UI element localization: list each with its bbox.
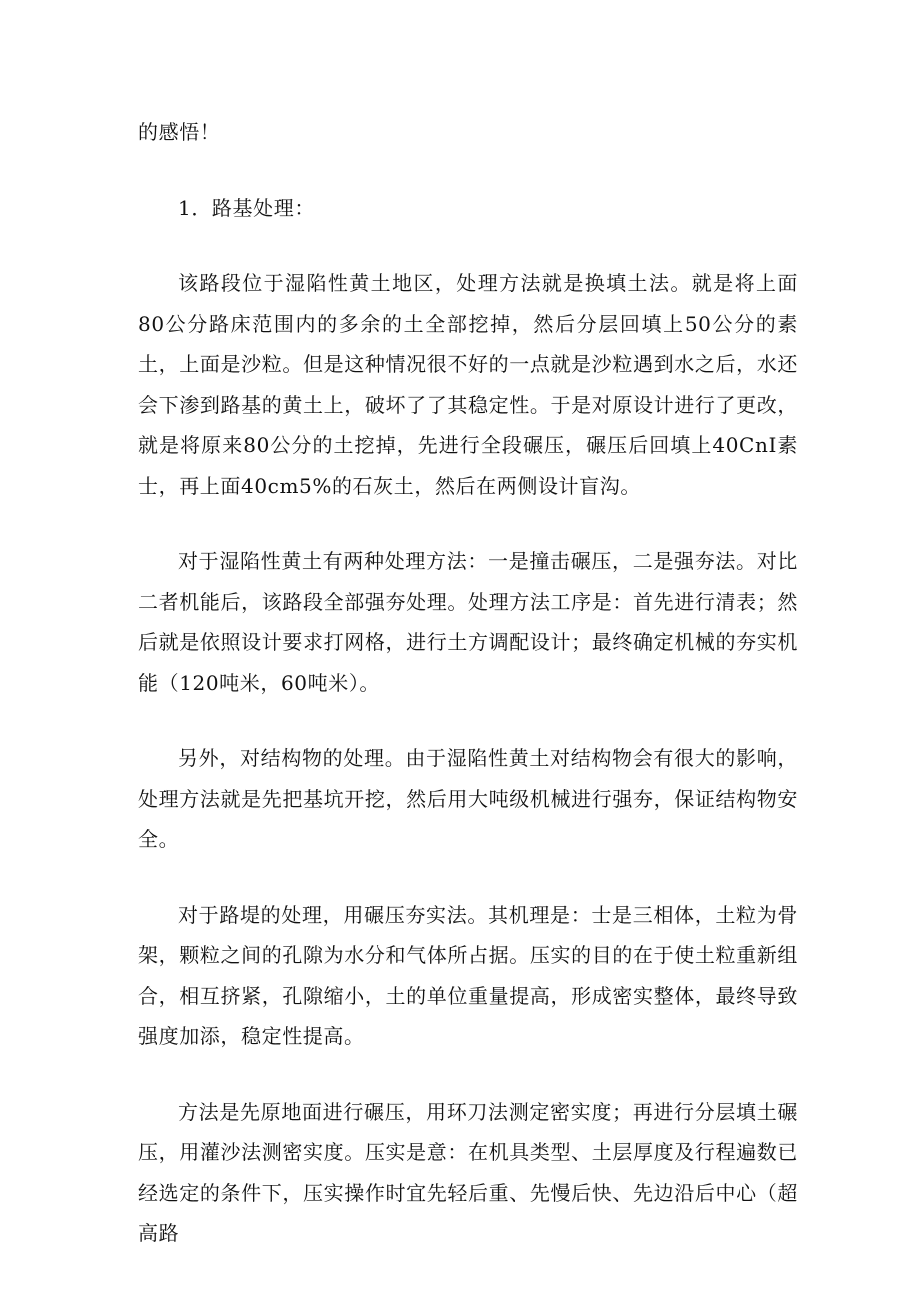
paragraph-gap — [138, 703, 798, 738]
paragraph-intro-fragment: 的感悟！ — [138, 120, 221, 144]
paragraph-loess-methods: 对于湿陷性黄土有两种处理方法：一是撞击碾压，二是强夯法。对比二者机能后，该路段全部强夯处理。处理方法工序是：首先进行清表；然后就是依照设计要求打网格，进行土方调配设计；最终确定机械的夯实机能（120吨米，60吨米）。 — [138, 549, 798, 695]
paragraph-compaction-method: 方法是先原地面进行碾压，用环刀法测定密实度；再进行分层填土碾压，用灌沙法测密实度。压实是意：在机具类型、土层厚度及行程遍数已经选定的条件下，压实操作时宜先轻后重、先慢后快、先边沿后中心（超高路 — [138, 1099, 798, 1245]
paragraph-embankment: 对于路堤的处理，用碾压夯实法。其机理是：士是三相体，土粒为骨架，颗粒之间的孔隙为水分和气体所占据。压实的目的在于使土粒重新组合，相互挤紧，孔隙缩小，土的单位重量提高，形成密实整体，最终导致强度加添，稳定性提高。 — [138, 902, 798, 1048]
paragraph-gap — [138, 1057, 798, 1092]
paragraph-gap — [138, 860, 798, 895]
document-body — [138, 112, 798, 1254]
paragraph-structures: 另外，对结构物的处理。由于湿陷性黄土对结构物会有很大的影响，处理方法就是先把基坑开挖，然后用大吨级机械进行强夯，保证结构物安全。 — [138, 746, 798, 851]
paragraph-gap — [138, 228, 798, 263]
paragraph-replacement-fill: 该路段位于湿陷性黄土地区，处理方法就是换填土法。就是将上面80公分路床范围内的多余的土全部挖掉，然后分层回填上50公分的素土，上面是沙粒。但是这种情况很不好的一点就是沙粒遇到水之后，水还会下渗到路基的黄土上，破坏了了其稳定性。于是对原设计进行了更改，就是将原来80公分的土挖掉，先进行全段碾压，碾压后回填上40CnI素士，再上面40cm5%的石灰土，然后在两侧设计盲沟。 — [138, 271, 798, 498]
paragraph-gap — [138, 506, 798, 541]
paragraph-gap — [138, 153, 798, 188]
section-heading-subgrade: 1．路基处理： — [178, 195, 315, 220]
